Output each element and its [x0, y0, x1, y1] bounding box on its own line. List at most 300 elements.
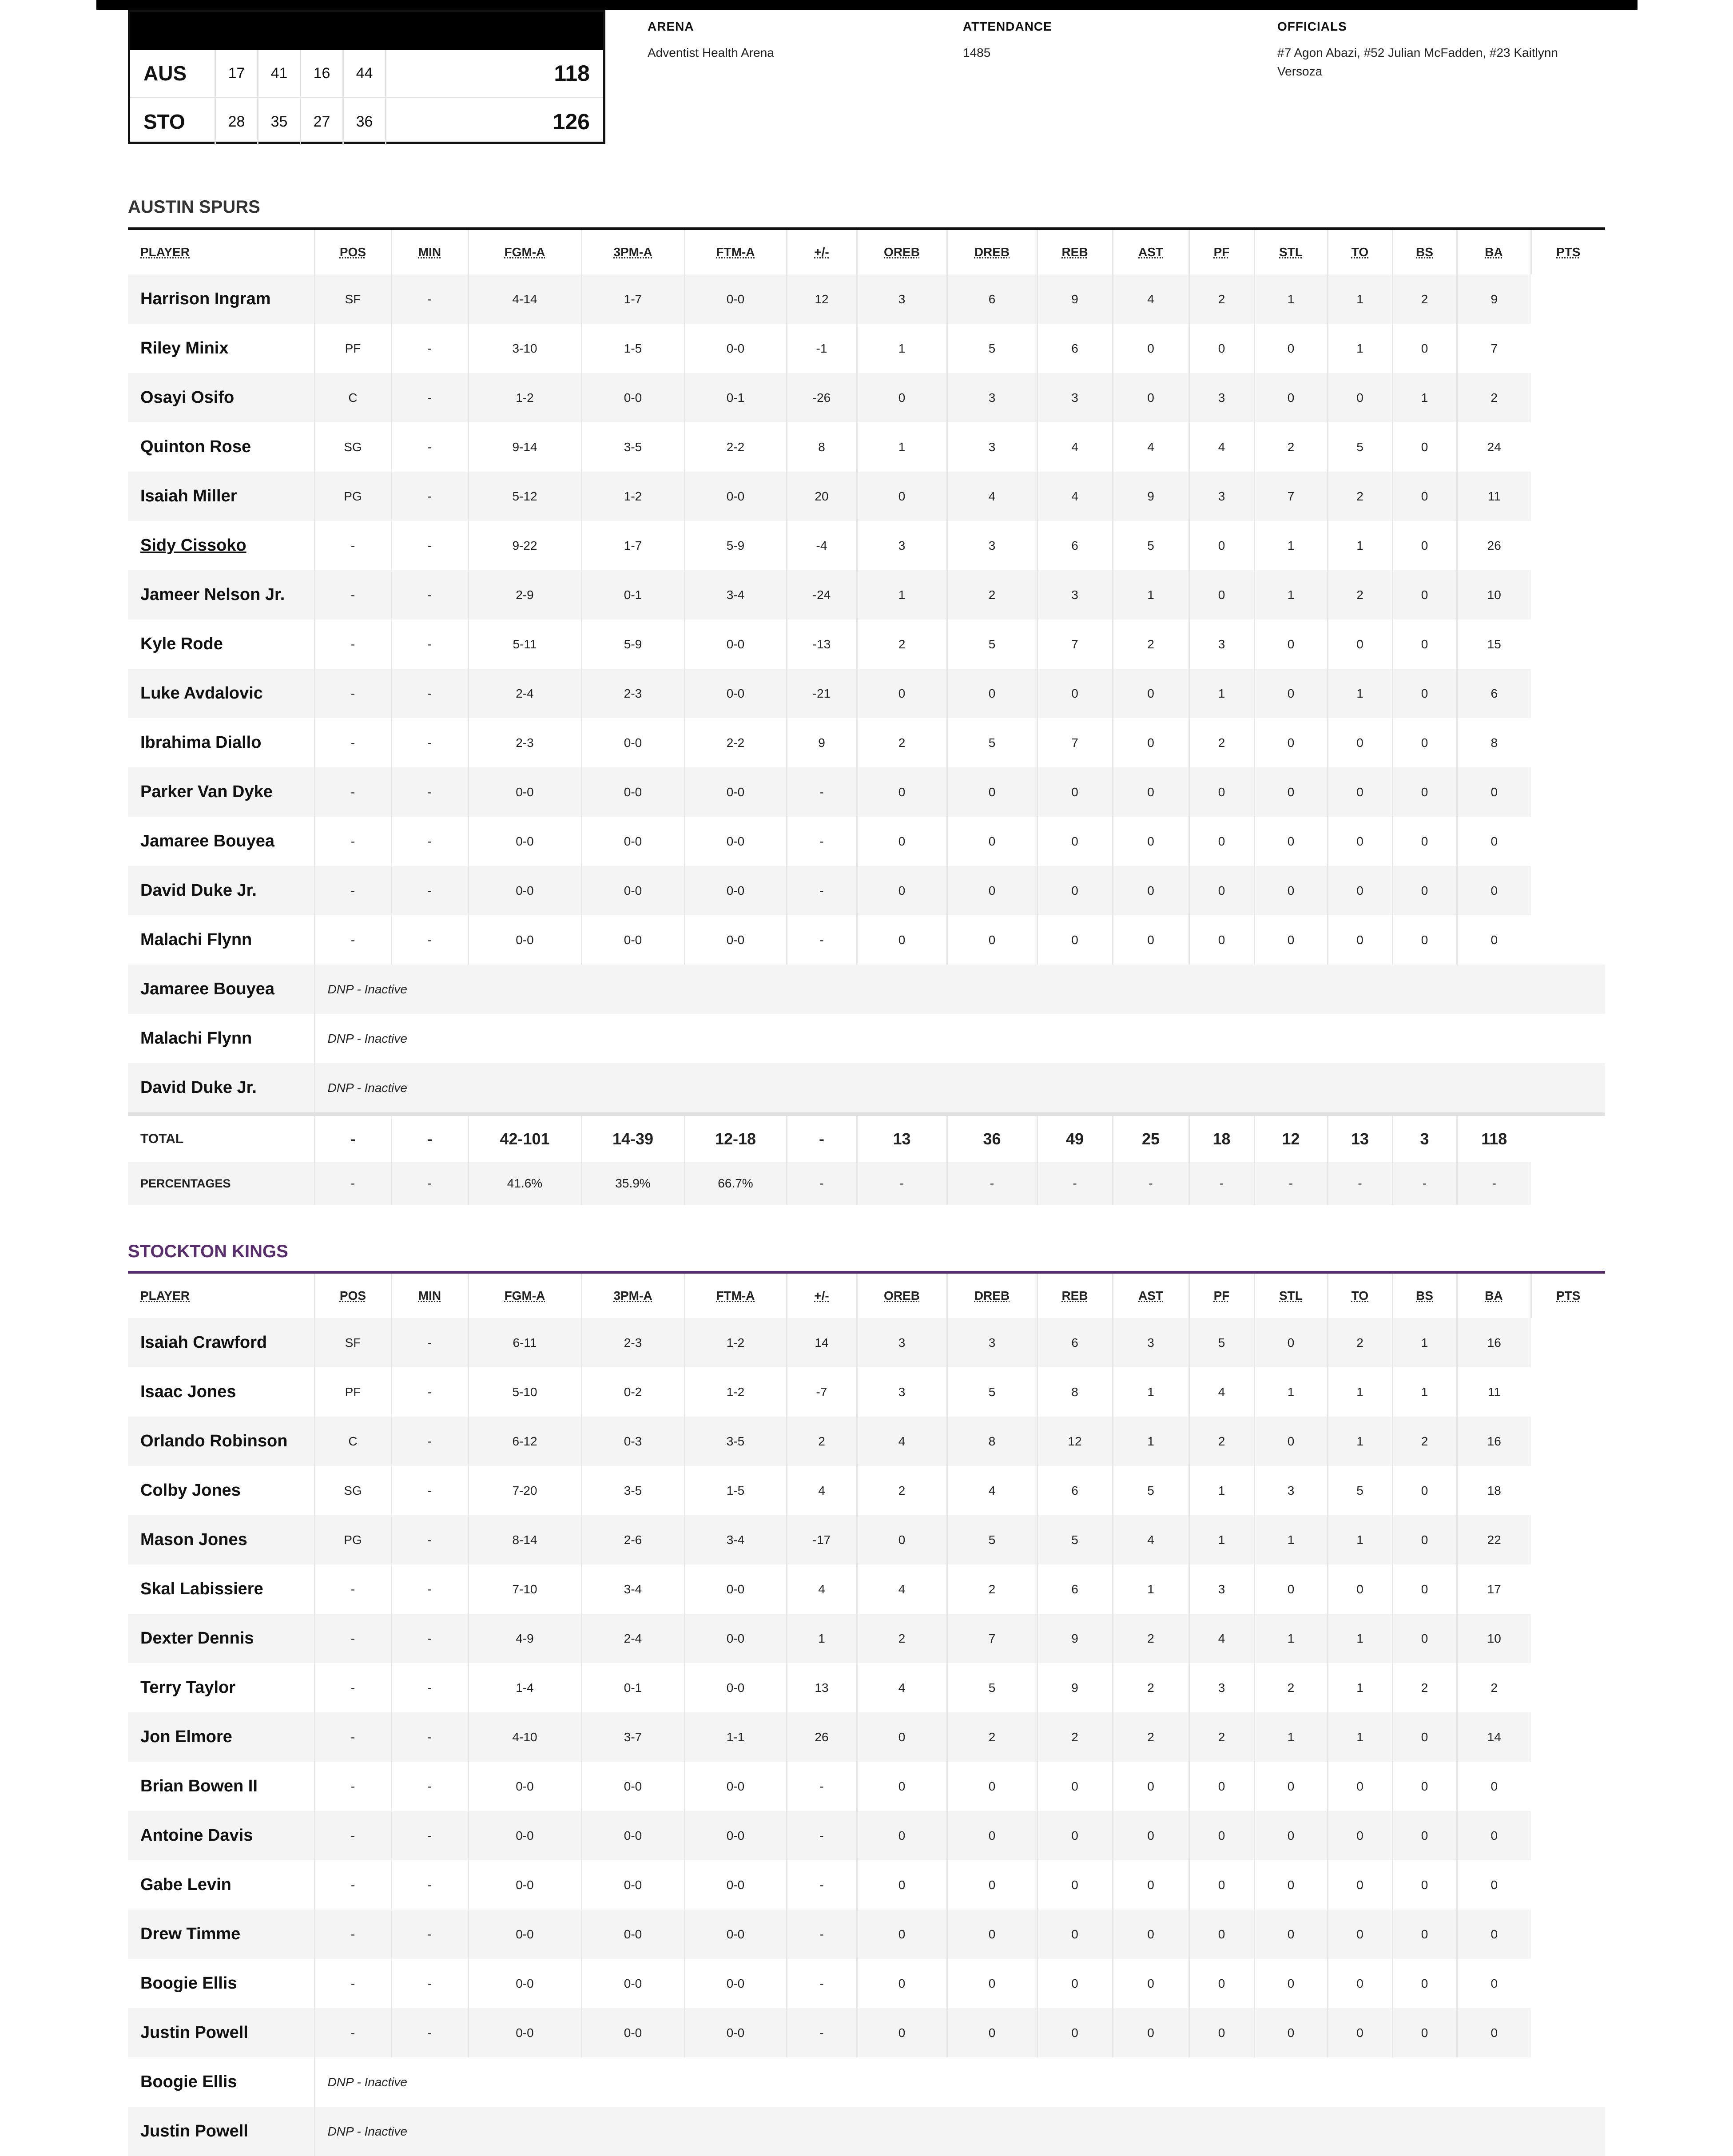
- stat-cell: 9-22: [468, 521, 581, 570]
- stat-cell: 0: [857, 2008, 947, 2057]
- stat-cell: 2: [1113, 1712, 1189, 1762]
- total-cell: 13: [857, 1114, 947, 1162]
- stat-cell: 4: [1113, 274, 1189, 324]
- stat-cell: 11: [1457, 1367, 1531, 1417]
- stat-cell: 5: [947, 1515, 1037, 1564]
- stat-cell: 0-1: [581, 1663, 684, 1712]
- percentage-cell: -: [1037, 1162, 1113, 1205]
- column-header[interactable]: REB: [1037, 1272, 1113, 1318]
- stat-cell: 7-20: [468, 1466, 581, 1515]
- dnp-note: DNP - Inactive: [314, 965, 1605, 1014]
- column-header[interactable]: MIN: [391, 1272, 468, 1318]
- stat-cell: 5-9: [684, 521, 787, 570]
- player-name[interactable]: Skal Labissiere: [140, 1580, 263, 1598]
- stat-cell: 1: [1328, 1417, 1392, 1466]
- stat-cell: 5: [1113, 1466, 1189, 1515]
- column-header[interactable]: DREB: [947, 229, 1037, 274]
- stat-cell: -: [391, 2008, 468, 2057]
- column-header[interactable]: OREB: [857, 1272, 947, 1318]
- stat-cell: 0: [1328, 2008, 1392, 2057]
- stat-cell: 0: [1254, 373, 1328, 422]
- column-header[interactable]: POS: [314, 229, 391, 274]
- stat-cell: 0: [1328, 915, 1392, 965]
- stat-cell: -: [391, 669, 468, 718]
- player-name[interactable]: Dexter Dennis: [128, 1614, 314, 1663]
- stat-cell: 0: [1392, 1515, 1457, 1564]
- column-header[interactable]: BA: [1457, 229, 1531, 274]
- quarter-score: 27: [300, 98, 342, 145]
- stat-cell: 0: [1392, 1959, 1457, 2008]
- stat-cell: 0: [1392, 718, 1457, 767]
- stat-cell: 1-5: [581, 324, 684, 373]
- column-header[interactable]: 3PM-A: [581, 1272, 684, 1318]
- stat-cell: -: [787, 1959, 857, 2008]
- player-row: [128, 915, 1605, 965]
- stat-cell: 1: [1392, 373, 1457, 422]
- stat-cell: 0: [1254, 324, 1328, 373]
- stat-cell: 0: [857, 1712, 947, 1762]
- stat-cell: -26: [787, 373, 857, 422]
- stat-cell: 0: [1457, 915, 1531, 965]
- column-header[interactable]: +/-: [787, 229, 857, 274]
- stat-cell: 0: [1254, 1811, 1328, 1860]
- stat-cell: 1: [1254, 1515, 1328, 1564]
- player-name[interactable]: Terry Taylor: [140, 1678, 236, 1697]
- player-name[interactable]: Drew Timme: [128, 1910, 314, 1959]
- stat-cell: 0: [1392, 915, 1457, 965]
- player-name[interactable]: David Duke Jr.: [128, 866, 314, 915]
- stat-cell: 2: [1392, 1663, 1457, 1712]
- stat-cell: 0: [1113, 1762, 1189, 1811]
- column-header[interactable]: STL: [1254, 1272, 1328, 1318]
- stat-cell: 2: [1189, 1712, 1254, 1762]
- player-name[interactable]: Brian Bowen II: [140, 1777, 258, 1795]
- dnp-row: [128, 1014, 1605, 1063]
- stat-cell: 0: [1189, 570, 1254, 619]
- officials-label: OFFICIALS: [1277, 20, 1347, 33]
- dnp-row: [128, 2057, 1605, 2107]
- stat-cell: 11: [1457, 472, 1531, 521]
- player-name[interactable]: Malachi Flynn: [140, 1029, 252, 1048]
- stat-cell: 0: [1189, 1959, 1254, 2008]
- stat-cell: 1: [1113, 1367, 1189, 1417]
- stat-cell: -: [787, 767, 857, 817]
- stat-cell: SG: [314, 422, 391, 472]
- quarter-score: 35: [257, 98, 300, 145]
- stat-cell: 5: [947, 1367, 1037, 1417]
- stat-cell: 0-0: [684, 1860, 787, 1910]
- stat-cell: 0: [1457, 817, 1531, 866]
- stat-cell: 1: [1328, 521, 1392, 570]
- stat-cell: 4: [857, 1564, 947, 1614]
- stat-cell: -: [391, 1762, 468, 1811]
- stat-cell: 2: [1189, 1417, 1254, 1466]
- stat-cell: 2-3: [581, 669, 684, 718]
- stat-cell: 4: [1189, 422, 1254, 472]
- stat-cell: -: [391, 324, 468, 373]
- stat-cell: 26: [1457, 521, 1531, 570]
- stat-cell: 0-0: [581, 866, 684, 915]
- total-cell: 12-18: [684, 1114, 787, 1162]
- stat-cell: 0: [1392, 422, 1457, 472]
- stat-cell: 1: [1328, 1367, 1392, 1417]
- column-header[interactable]: 3PM-A: [581, 229, 684, 274]
- column-header[interactable]: BS: [1392, 229, 1457, 274]
- stat-cell: 0: [1457, 866, 1531, 915]
- stat-cell: 9: [1037, 1663, 1113, 1712]
- stat-cell: 0: [1113, 373, 1189, 422]
- player-row: [128, 619, 1605, 669]
- empty-cell: [1531, 1663, 1605, 1712]
- player-name[interactable]: Justin Powell: [128, 2008, 314, 2057]
- empty-cell: [1531, 373, 1605, 422]
- stat-cell: 3: [1254, 1466, 1328, 1515]
- stat-cell: 3: [1189, 472, 1254, 521]
- player-name[interactable]: Colby Jones: [140, 1481, 241, 1500]
- stat-cell: 10: [1457, 570, 1531, 619]
- empty-cell: [1531, 1515, 1605, 1564]
- stat-cell: 2: [1113, 1663, 1189, 1712]
- player-name[interactable]: Jameer Nelson Jr.: [128, 570, 314, 619]
- stat-cell: 16: [1457, 1318, 1531, 1367]
- stat-cell: 5: [1328, 422, 1392, 472]
- stat-cell: 0: [1392, 1762, 1457, 1811]
- player-row: [128, 817, 1605, 866]
- stat-cell: 9-14: [468, 422, 581, 472]
- stat-cell: -: [391, 1564, 468, 1614]
- stat-cell: 0: [1328, 1959, 1392, 2008]
- stat-cell: 0: [1254, 1318, 1328, 1367]
- empty-cell: [1531, 669, 1605, 718]
- stat-cell: -: [391, 1860, 468, 1910]
- stat-cell: 8: [1457, 718, 1531, 767]
- player-row: [128, 1959, 1605, 2008]
- stat-cell: 1: [1328, 1515, 1392, 1564]
- attendance-info: [963, 20, 1052, 62]
- stat-cell: 26: [787, 1712, 857, 1762]
- stat-cell: 0: [1113, 1959, 1189, 2008]
- empty-cell: [1531, 1466, 1605, 1515]
- column-header[interactable]: BA: [1457, 1272, 1531, 1318]
- stat-cell: 2: [857, 1614, 947, 1663]
- stat-cell: 2-2: [684, 718, 787, 767]
- empty-cell: [1531, 1910, 1605, 1959]
- stat-cell: 3-4: [684, 570, 787, 619]
- stat-cell: 1: [1392, 1367, 1457, 1417]
- column-header[interactable]: TO: [1328, 1272, 1392, 1318]
- total-cell: 3: [1392, 1114, 1457, 1162]
- player-name[interactable]: Isaiah Miller: [128, 472, 314, 521]
- stat-cell: 0: [857, 1860, 947, 1910]
- stat-cell: 18: [1457, 1466, 1531, 1515]
- stat-cell: -: [391, 274, 468, 324]
- column-header[interactable]: AST: [1113, 1272, 1189, 1318]
- player-name[interactable]: Sidy Cissoko: [140, 536, 246, 555]
- stat-cell: 4: [947, 472, 1037, 521]
- empty-cell: [1531, 915, 1605, 965]
- stat-cell: 0: [1328, 866, 1392, 915]
- column-header[interactable]: PF: [1189, 229, 1254, 274]
- player-name[interactable]: Isaiah Crawford: [128, 1318, 314, 1367]
- empty-cell: [1531, 472, 1605, 521]
- stat-cell: 0: [1254, 767, 1328, 817]
- stat-cell: 0-0: [684, 1663, 787, 1712]
- stat-cell: 0: [1189, 1811, 1254, 1860]
- column-header[interactable]: PF: [1189, 1272, 1254, 1318]
- stat-cell: 0: [1037, 817, 1113, 866]
- stat-cell: -: [787, 1811, 857, 1860]
- stat-cell: 1: [857, 422, 947, 472]
- stat-cell: 0-0: [684, 866, 787, 915]
- stat-cell: -: [391, 1614, 468, 1663]
- stat-cell: 3: [857, 1318, 947, 1367]
- stat-cell: 1: [1113, 570, 1189, 619]
- stat-cell: 5-9: [581, 619, 684, 669]
- stat-cell: 0: [1254, 1959, 1328, 2008]
- stat-cell: 0: [1457, 2008, 1531, 2057]
- column-header[interactable]: FTM-A: [684, 1272, 787, 1318]
- stat-cell: 17: [1457, 1564, 1531, 1614]
- stat-cell: 6: [1037, 521, 1113, 570]
- stat-cell: 0: [1392, 521, 1457, 570]
- player-row: [128, 1515, 1605, 1564]
- column-header[interactable]: PTS: [1531, 229, 1605, 274]
- column-header[interactable]: BS: [1392, 1272, 1457, 1318]
- stat-cell: 4: [1189, 1614, 1254, 1663]
- player-name[interactable]: Antoine Davis: [128, 1811, 314, 1860]
- stat-cell: 2: [1392, 274, 1457, 324]
- player-name[interactable]: Jamaree Bouyea: [128, 965, 314, 1014]
- stat-cell: 4-14: [468, 274, 581, 324]
- stat-cell: C: [314, 373, 391, 422]
- player-name[interactable]: Mason Jones: [128, 1515, 314, 1564]
- stat-cell: 3: [1113, 1318, 1189, 1367]
- stat-cell: 0: [1189, 1762, 1254, 1811]
- player-name[interactable]: Jamaree Bouyea: [140, 832, 275, 850]
- stat-cell: 0: [857, 1910, 947, 1959]
- empty-cell: [1531, 1811, 1605, 1860]
- stat-cell: 2: [1254, 422, 1328, 472]
- player-name[interactable]: Harrison Ingram: [128, 274, 314, 324]
- stat-cell: 1-2: [684, 1318, 787, 1367]
- stat-cell: -: [391, 619, 468, 669]
- player-name[interactable]: Parker Van Dyke: [128, 767, 314, 817]
- stat-cell: -: [391, 866, 468, 915]
- player-name[interactable]: David Duke Jr.: [128, 1063, 314, 1114]
- stat-cell: 1: [1328, 669, 1392, 718]
- player-name[interactable]: Justin Powell: [128, 2107, 314, 2156]
- stat-cell: 0: [947, 767, 1037, 817]
- column-header[interactable]: POS: [314, 1272, 391, 1318]
- stat-cell: 1: [1254, 521, 1328, 570]
- stat-cell: 0-0: [684, 1910, 787, 1959]
- top-bar: [96, 0, 1638, 10]
- stat-cell: 0-0: [684, 1811, 787, 1860]
- player-name[interactable]: Kyle Rode: [140, 635, 223, 653]
- stat-cell: 0: [947, 817, 1037, 866]
- total-cell: 118: [1457, 1114, 1531, 1162]
- stat-cell: -: [314, 866, 391, 915]
- total-cell: 25: [1113, 1114, 1189, 1162]
- quarter-score: 17: [215, 50, 257, 97]
- player-name[interactable]: Riley Minix: [140, 339, 229, 357]
- team-abbr: AUS: [143, 62, 187, 85]
- stat-cell: 3: [857, 274, 947, 324]
- stat-cell: -: [787, 817, 857, 866]
- stat-cell: 16: [1457, 1417, 1531, 1466]
- box-score-home: [128, 1271, 1605, 2156]
- column-header[interactable]: TO: [1328, 229, 1392, 274]
- total-row: [128, 1114, 1605, 1162]
- stat-cell: 24: [1457, 422, 1531, 472]
- stat-cell: 0: [947, 1910, 1037, 1959]
- stat-cell: 0-0: [468, 866, 581, 915]
- stat-cell: -: [314, 1663, 391, 1712]
- stat-cell: 2: [1254, 1663, 1328, 1712]
- percentage-cell: 35.9%: [581, 1162, 684, 1205]
- officials-value: #7 Agon Abazi, #52 Julian McFadden, #23 Kaitlynn Versoza: [1277, 46, 1558, 78]
- player-name[interactable]: Quinton Rose: [140, 437, 251, 456]
- stat-cell: -: [391, 521, 468, 570]
- stat-cell: 0-0: [684, 2008, 787, 2057]
- stat-cell: 0: [1113, 1860, 1189, 1910]
- stat-cell: 0: [857, 817, 947, 866]
- stat-cell: SF: [314, 1318, 391, 1367]
- empty-cell: [1531, 1417, 1605, 1466]
- stat-cell: 2-4: [468, 669, 581, 718]
- stat-cell: 14: [1457, 1712, 1531, 1762]
- player-name[interactable]: Ibrahima Diallo: [140, 733, 262, 752]
- quarter-score: 16: [300, 50, 342, 97]
- stat-cell: 7: [1254, 472, 1328, 521]
- stat-cell: 4: [857, 1417, 947, 1466]
- empty-cell: [1531, 274, 1605, 324]
- percentage-cell: -: [1254, 1162, 1328, 1205]
- stat-cell: 2: [1113, 1614, 1189, 1663]
- stat-cell: 0: [1113, 866, 1189, 915]
- quarter-score: 44: [342, 50, 385, 97]
- player-name[interactable]: Osayi Osifo: [128, 373, 314, 422]
- column-header[interactable]: +/-: [787, 1272, 857, 1318]
- column-header[interactable]: PLAYER: [140, 245, 190, 259]
- column-header[interactable]: AST: [1113, 229, 1189, 274]
- stat-cell: 1: [1328, 274, 1392, 324]
- stat-cell: -: [314, 669, 391, 718]
- column-header[interactable]: PLAYER: [140, 1289, 190, 1302]
- stat-cell: 2: [1328, 570, 1392, 619]
- player-row: [128, 1614, 1605, 1663]
- column-header[interactable]: REB: [1037, 229, 1113, 274]
- empty-cell: [1531, 1564, 1605, 1614]
- player-name[interactable]: Orlando Robinson: [128, 1417, 314, 1466]
- stat-cell: 1-2: [468, 373, 581, 422]
- stat-cell: 0-0: [581, 1910, 684, 1959]
- stat-cell: -: [314, 1614, 391, 1663]
- stat-cell: 6: [1037, 1318, 1113, 1367]
- column-header[interactable]: PTS: [1531, 1272, 1605, 1318]
- stat-cell: 0: [1392, 1811, 1457, 1860]
- player-name[interactable]: Malachi Flynn: [140, 930, 252, 949]
- stat-cell: 3-4: [581, 1564, 684, 1614]
- stat-cell: 5: [947, 1663, 1037, 1712]
- player-name[interactable]: Boogie Ellis: [140, 2073, 237, 2091]
- empty-cell: [1531, 1762, 1605, 1811]
- stat-cell: 0: [1113, 1910, 1189, 1959]
- player-name[interactable]: Jon Elmore: [128, 1712, 314, 1762]
- player-name[interactable]: Luke Avdalovic: [128, 669, 314, 718]
- stat-cell: 0-0: [581, 718, 684, 767]
- player-name[interactable]: Isaac Jones: [140, 1382, 236, 1401]
- percentage-cell: -: [1457, 1162, 1531, 1205]
- stat-cell: 0-0: [684, 1762, 787, 1811]
- stat-cell: 0: [857, 767, 947, 817]
- stat-cell: -: [391, 1663, 468, 1712]
- stat-cell: 0: [1328, 619, 1392, 669]
- stat-cell: 0: [1328, 373, 1392, 422]
- player-name[interactable]: Boogie Ellis: [140, 1974, 237, 1993]
- stat-cell: 0: [1113, 1811, 1189, 1860]
- total-cell: 36: [947, 1114, 1037, 1162]
- stat-cell: 7: [1037, 619, 1113, 669]
- stat-cell: 0-0: [581, 1860, 684, 1910]
- empty-cell: [1531, 2008, 1605, 2057]
- stat-cell: -: [314, 619, 391, 669]
- stat-cell: 2-6: [581, 1515, 684, 1564]
- player-row: [128, 1564, 1605, 1614]
- player-row: [128, 1811, 1605, 1860]
- stat-cell: 0: [1189, 324, 1254, 373]
- stat-cell: -: [314, 718, 391, 767]
- stat-cell: -17: [787, 1515, 857, 1564]
- percentage-cell: 66.7%: [684, 1162, 787, 1205]
- column-header[interactable]: OREB: [857, 229, 947, 274]
- stat-cell: 0: [1457, 1959, 1531, 2008]
- player-row: [128, 1762, 1605, 1811]
- player-name[interactable]: Gabe Levin: [140, 1875, 231, 1894]
- column-header[interactable]: DREB: [947, 1272, 1037, 1318]
- stat-cell: 3-4: [684, 1515, 787, 1564]
- column-header[interactable]: FGM-A: [468, 1272, 581, 1318]
- stat-cell: 1: [1328, 324, 1392, 373]
- stat-cell: 0-1: [581, 570, 684, 619]
- stat-cell: 3: [857, 521, 947, 570]
- stat-cell: 2: [947, 1712, 1037, 1762]
- stat-cell: 0: [1328, 817, 1392, 866]
- stat-cell: -: [787, 1860, 857, 1910]
- stat-cell: SG: [314, 1466, 391, 1515]
- stat-cell: 0: [1254, 669, 1328, 718]
- stat-cell: 2-4: [581, 1614, 684, 1663]
- stat-cell: 20: [787, 472, 857, 521]
- stat-cell: 1: [857, 324, 947, 373]
- stat-cell: 3-5: [581, 422, 684, 472]
- column-header[interactable]: MIN: [391, 229, 468, 274]
- stat-cell: 1: [857, 570, 947, 619]
- stat-cell: 9: [1037, 274, 1113, 324]
- stat-cell: 0-0: [684, 1564, 787, 1614]
- player-row: [128, 521, 1605, 570]
- stat-cell: -4: [787, 521, 857, 570]
- column-header[interactable]: STL: [1254, 229, 1328, 274]
- empty-cell: [1531, 1712, 1605, 1762]
- stat-cell: 0: [1254, 817, 1328, 866]
- stat-cell: -24: [787, 570, 857, 619]
- stat-cell: 8: [787, 422, 857, 472]
- stat-cell: 4: [947, 1466, 1037, 1515]
- column-header[interactable]: FTM-A: [684, 229, 787, 274]
- total-cell: -: [787, 1114, 857, 1162]
- column-header[interactable]: FGM-A: [468, 229, 581, 274]
